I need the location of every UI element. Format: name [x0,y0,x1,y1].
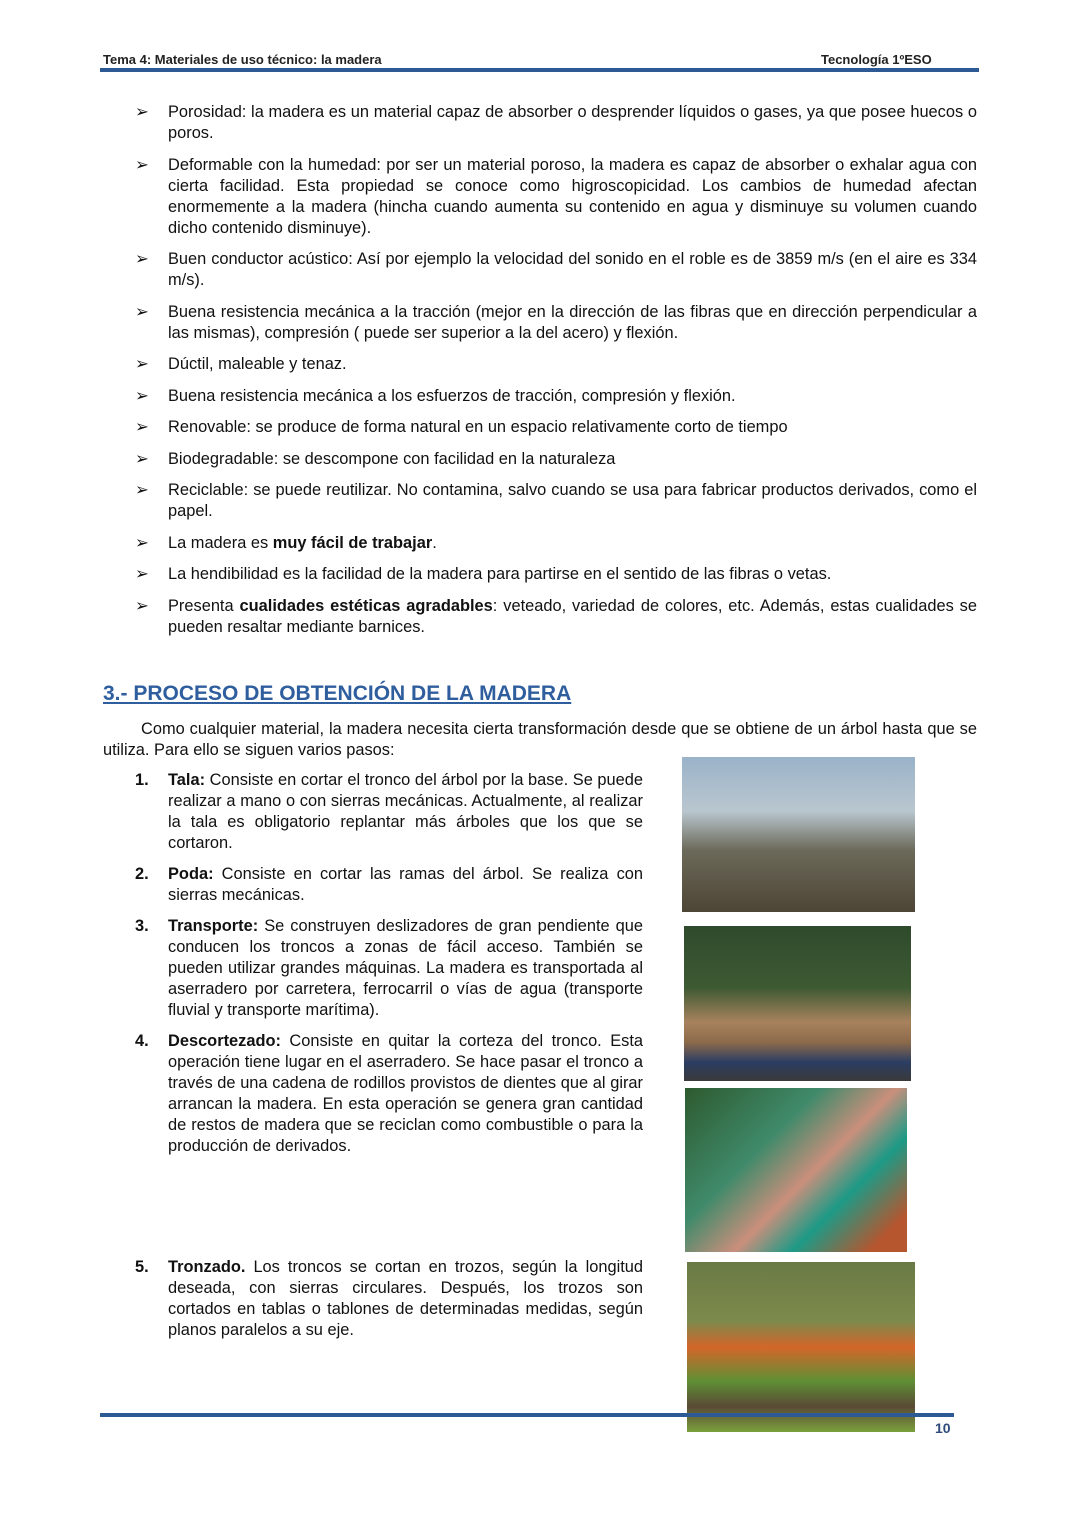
arrow-bullet-icon: ➢ [135,596,149,615]
section-heading: 3.- PROCESO DE OBTENCIÓN DE LA MADERA [103,682,572,705]
step-item: 5. Tronzado. Los troncos se cortan en trozos, según la longitud deseada, con sierras circulares. Después, los trozos son cortados en tablas o tablones de determinadas medidas, según planos paralelos a su eje. [135,1258,643,1339]
arrow-bullet-icon: ➢ [135,481,149,499]
list-item: ➢ Dúctil, maleable y tenaz. [135,355,347,373]
step-item: 3. Transporte: Se construyen deslizadores de gran pendiente que conducen los troncos a zonas de fácil acceso. También se pueden utilizar grandes máquinas. La madera es transportada al aserradero por carretera, ferrocarril o vías de agua (transporte fluvial y transporte marítima). [135,917,643,1019]
step-item: 1. Tala: Consiste en cortar el tronco del árbol por la base. Se puede realizar a mano o con sierras mecánicas. Actualmente, al realizar la tala es obligatorio replantar más árboles que los que se cortaron. [135,771,643,852]
list-item: ➢ Renovable: se produce de forma natural en un espacio relativamente corto de tiempo [135,418,788,436]
list-item: ➢ La hendibilidad es la facilidad de la madera para partirse en el sentido de las fibras o vetas. [135,565,832,583]
header-rule [100,68,979,72]
section-intro: Como cualquier material, la madera necesita cierta transformación desde que se obtiene de un árbol hasta que se utiliza. Para ello se siguen varios pasos: [103,720,977,759]
list-item: ➢ Buena resistencia mecánica a los esfuerzos de tracción, compresión y flexión. [135,386,736,405]
arrow-bullet-icon: ➢ [135,103,149,121]
step-item: 2. Poda: Consiste en cortar las ramas del árbol. Se realiza con sierras mecánicas. [135,865,643,904]
arrow-bullet-icon: ➢ [135,449,149,468]
arrow-bullet-icon: ➢ [135,355,149,373]
properties-list [135,102,977,648]
list-item: ➢ Biodegradable: se descompone con facilidad en la naturaleza [135,449,616,468]
list-item: ➢ Porosidad: la madera es un material capaz de absorber o desprender líquidos o gases, ya que posee huecos o poros. [135,103,977,142]
list-item: ➢ Buena resistencia mecánica a la tracción (mejor en la dirección de las fibras que en dirección perpendicular a las mismas), compresión ( puede ser superior a la del acero) y flexión. [135,302,977,342]
header-course: Tecnología 1ºESO [821,52,932,67]
photo-log-transport-truck [684,926,911,1081]
photo-crosscutting-log [687,1262,915,1432]
photo-felling-tree [682,757,915,912]
footer-rule [100,1413,954,1417]
list-item: ➢ Presenta cualidades estéticas agradables: veteado, variedad de colores, etc. Además, estas cualidades se pueden resaltar mediante barnices. [135,596,977,636]
page-number: 10 [935,1420,951,1436]
list-item: ➢ Reciclable: se puede reutilizar. No contamina, salvo cuando se usa para fabricar productos derivados, como el papel. [135,481,977,520]
photo-debarking-machine [685,1088,907,1252]
list-item: ➢ La madera es muy fácil de trabajar. [135,533,437,552]
arrow-bullet-icon: ➢ [135,565,149,583]
arrow-bullet-icon: ➢ [135,302,149,321]
arrow-bullet-icon: ➢ [135,533,149,552]
header-topic: Tema 4: Materiales de uso técnico: la madera [103,52,382,67]
list-item: ➢ Buen conductor acústico: Así por ejemplo la velocidad del sonido en el roble es de 3859 m/s (en el aire es 334 m/s). [135,250,977,289]
arrow-bullet-icon: ➢ [135,418,149,436]
arrow-bullet-icon: ➢ [135,386,149,405]
arrow-bullet-icon: ➢ [135,250,149,268]
list-item: ➢ Deformable con la humedad: por ser un material poroso, la madera es capaz de absorber o exhalar agua con cierta facilidad. Esta propiedad se conoce como higroscopicidad. Los cambios de humedad afectan enormemente a la madera (hincha cuando aumenta su contenido en agua y disminuye su volumen cuando dicho contenido disminuye). [135,155,977,237]
arrow-bullet-icon: ➢ [135,155,149,174]
step-item: 4. Descortezado: Consiste en quitar la corteza del tronco. Esta operación tiene lugar en el aserradero. Se hace pasar el tronco a través de una cadena de rodillos provistos de dientes que al girar arrancan la madera. En esta operación se genera gran cantidad de restos de madera que se reciclan como combustible o para la producción de derivados. [135,1032,643,1155]
process-steps [135,770,643,1341]
